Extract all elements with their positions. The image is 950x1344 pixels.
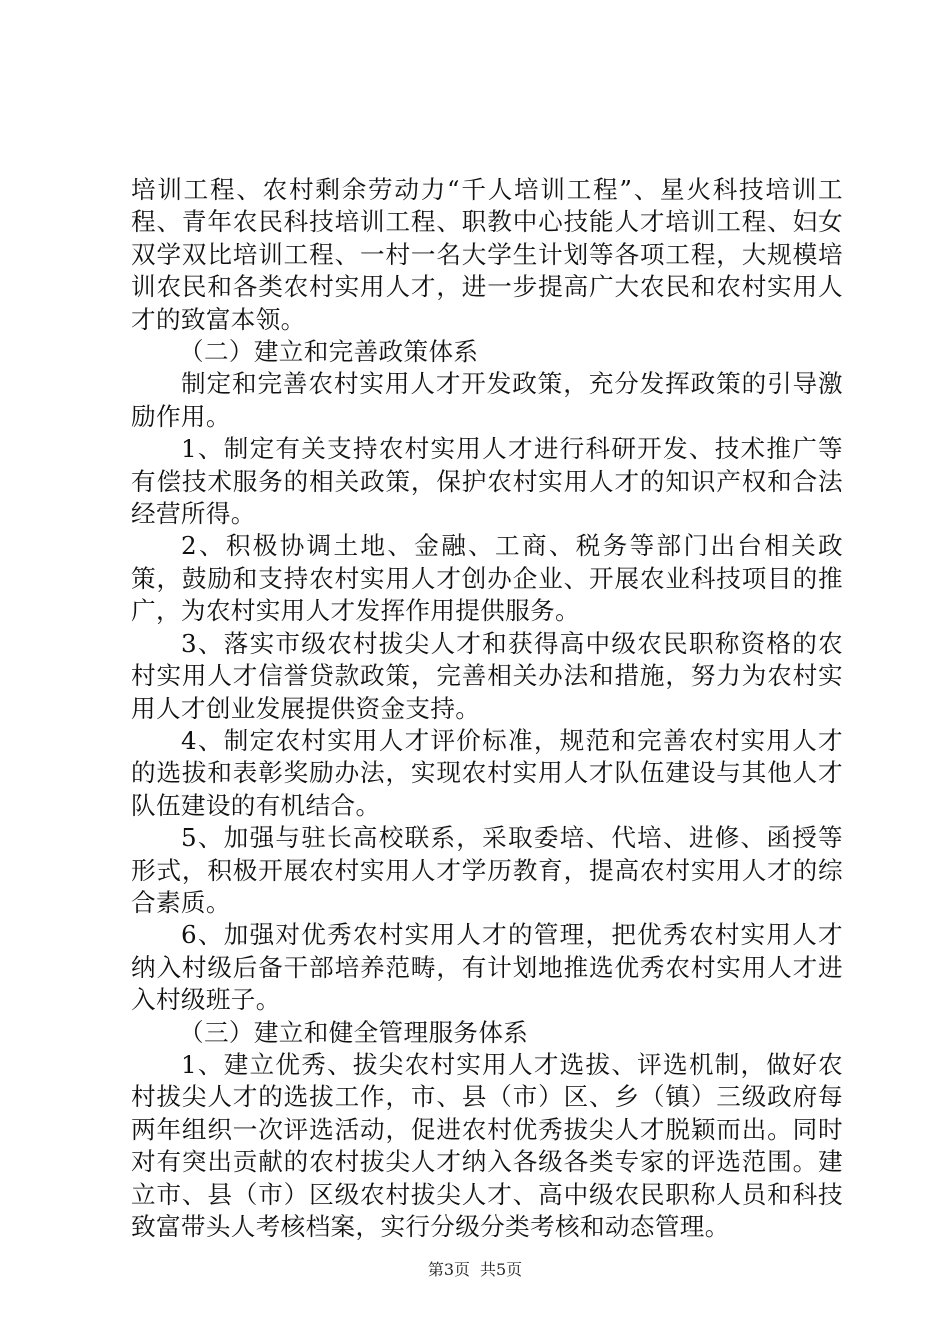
page-number: 第3页 <box>427 1260 470 1279</box>
paragraph-policy-intro: 制定和完善农村实用人才开发政策，充分发挥政策的引导激励作用。 <box>131 369 843 431</box>
paragraph-policy-item-1: 1、制定有关支持农村实用人才进行科研开发、技术推广等有偿技术服务的相关政策，保护农村实用人才的知识产权和合法经营所得。 <box>131 434 843 529</box>
page-footer <box>0 1260 950 1280</box>
document-body <box>131 174 843 1243</box>
section-heading-policy-system: （二）建立和完善政策体系 <box>179 337 479 367</box>
paragraph-policy-item-4: 4、制定农村实用人才评价标准，规范和完善农村实用人才的选拔和表彰奖励办法，实现农村实用人才队伍建设与其他人才队伍建设的有机结合。 <box>131 725 843 820</box>
section-heading-management-system: （三）建立和健全管理服务体系 <box>179 1017 529 1047</box>
paragraph-policy-item-5: 5、加强与驻长高校联系，采取委培、代培、进修、函授等形式，积极开展农村实用人才学历教育，提高农村实用人才的综合素质。 <box>131 823 843 917</box>
paragraph-management-item-1: 1、建立优秀、拔尖农村实用人才选拔、评选机制，做好农村拔尖人才的选拔工作，市、县（市）区、乡（镇）三级政府每两年组织一次评选活动，促进农村优秀拔尖人才脱颖而出。同时对有突出贡献的农村拔尖人才纳入各级各类专家的评选范围。建立市、县（市）区级农村拔尖人才、高中级农民职称人员和科技致富带头人考核档案，实行分级分类考核和动态管理。 <box>131 1049 843 1241</box>
paragraph-policy-item-6: 6、加强对优秀农村实用人才的管理，把优秀农村实用人才纳入村级后备干部培养范畴，有计划地推选优秀农村实用人才进入村级班子。 <box>131 920 843 1015</box>
paragraph-training-projects: 培训工程、农村剩余劳动力“千人培训工程”、星火科技培训工程、青年农民科技培训工程、职教中心技能人才培训工程、妇女双学双比培训工程、一村一名大学生计划等各项工程，大规模培训农民和各类农村实用人才，进一步提高广大农民和农村实用人才的致富本领。 <box>131 175 843 334</box>
paragraph-policy-item-3: 3、落实市级农村拔尖人才和获得高中级农民职称资格的农村实用人才信誉贷款政策，完善相关办法和措施，努力为农村实用人才创业发展提供资金支持。 <box>131 628 843 723</box>
paragraph-policy-item-2: 2、积极协调土地、金融、工商、税务等部门出台相关政策，鼓励和支持农村实用人才创办企业、开展农业科技项目的推广，为农村实用人才发挥作用提供服务。 <box>131 531 843 626</box>
page-total: 共5页 <box>480 1260 523 1279</box>
